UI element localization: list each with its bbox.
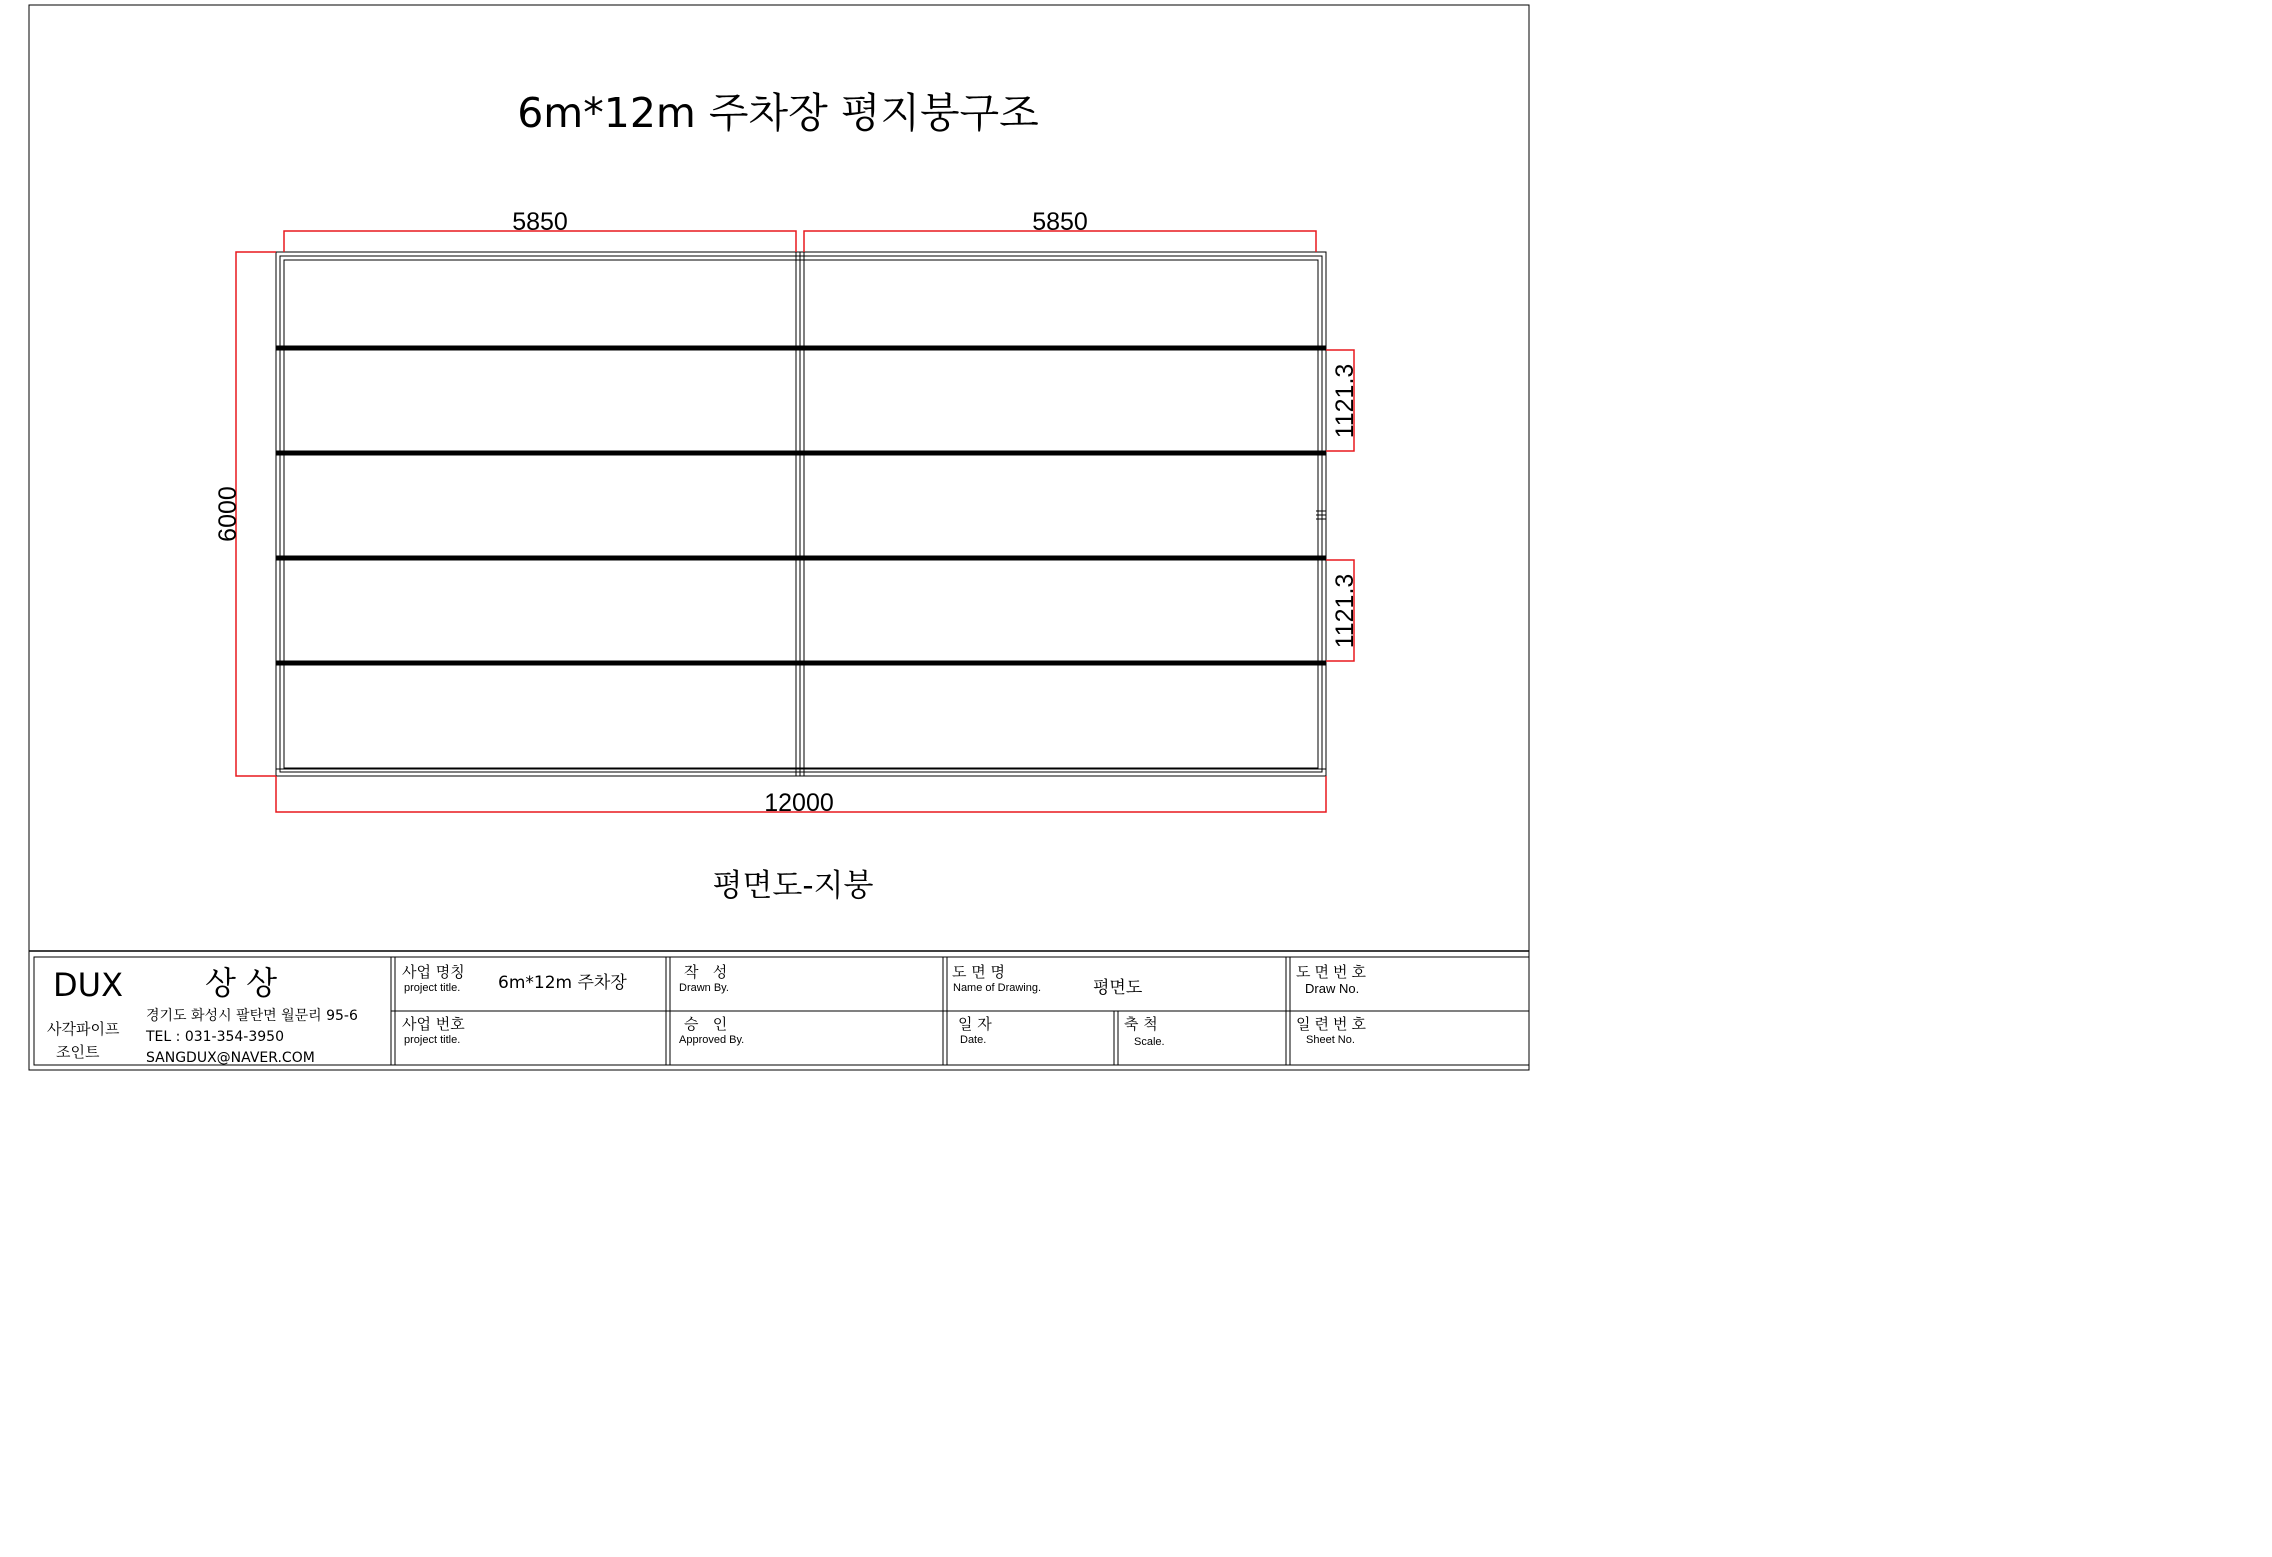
scale-label-en: Scale. [1134,1036,1165,1048]
company-name: 상 상 [205,964,277,1002]
company-tel: TEL : 031-354-3950 [146,1029,284,1045]
frame-inner-1 [280,256,1322,772]
project-name-label-en: project title. [404,982,461,994]
dimension-lines [236,231,1354,812]
dim-text-left: 6000 [214,486,242,542]
company-brand: DUX [53,966,123,1004]
company-address: 경기도 화성시 팔탄면 월문리 95-6 [146,1008,358,1024]
project-no-label: 사업 번호 [402,1015,465,1033]
drawing-name-value: 평면도 [1093,978,1143,998]
frame-inner-2 [284,260,1318,768]
drawing-name-label-en: Name of Drawing. [953,982,1042,994]
frame-outer [276,252,1326,776]
company-tagline-2: 조인트 [56,1043,100,1061]
drawing-sheet [0,0,1557,1080]
date-label-en: Date. [960,1034,987,1046]
approved-by-label: 승 인 [684,1015,728,1033]
drawn-by-label-en: Drawn By. [679,982,729,994]
company-tagline-1: 사각파이프 [47,1020,120,1038]
date-label: 일 자 [958,1015,992,1033]
dim-text-top-right: 5850 [1032,208,1088,236]
sheet-border [29,5,1529,1070]
project-name-value: 6m*12m 주차장 [498,973,627,993]
scale-label: 축 척 [1124,1015,1158,1033]
drawing-name-label: 도 면 명 [952,963,1006,981]
dim-left [236,252,276,776]
drawn-by-label: 작 성 [684,963,728,981]
sheet-no-label-en: Sheet No. [1306,1034,1355,1046]
dim-text-right-upper: 1121.3 [1331,363,1359,439]
sheet-no-label: 일련번호 [1296,1015,1370,1033]
approved-by-label-en: Approved By. [679,1034,745,1046]
project-no-label-en: project title. [404,1034,461,1046]
drawing-subtitle: 평면도-지붕 [712,868,874,904]
dim-text-right-lower: 1121.3 [1331,573,1359,649]
drawing-no-label-en: Draw No. [1305,981,1360,996]
company-email: SANGDUX@NAVER.COM [146,1050,315,1066]
drawing-title: 6m*12m 주차장 평지붕구조 [517,89,1039,137]
drawing-no-label: 도면번호 [1296,963,1370,981]
dim-text-top-left: 5850 [512,208,568,236]
project-name-label: 사업 명칭 [402,963,465,981]
roof-plan [276,252,1326,776]
dim-text-bottom: 12000 [764,789,834,817]
